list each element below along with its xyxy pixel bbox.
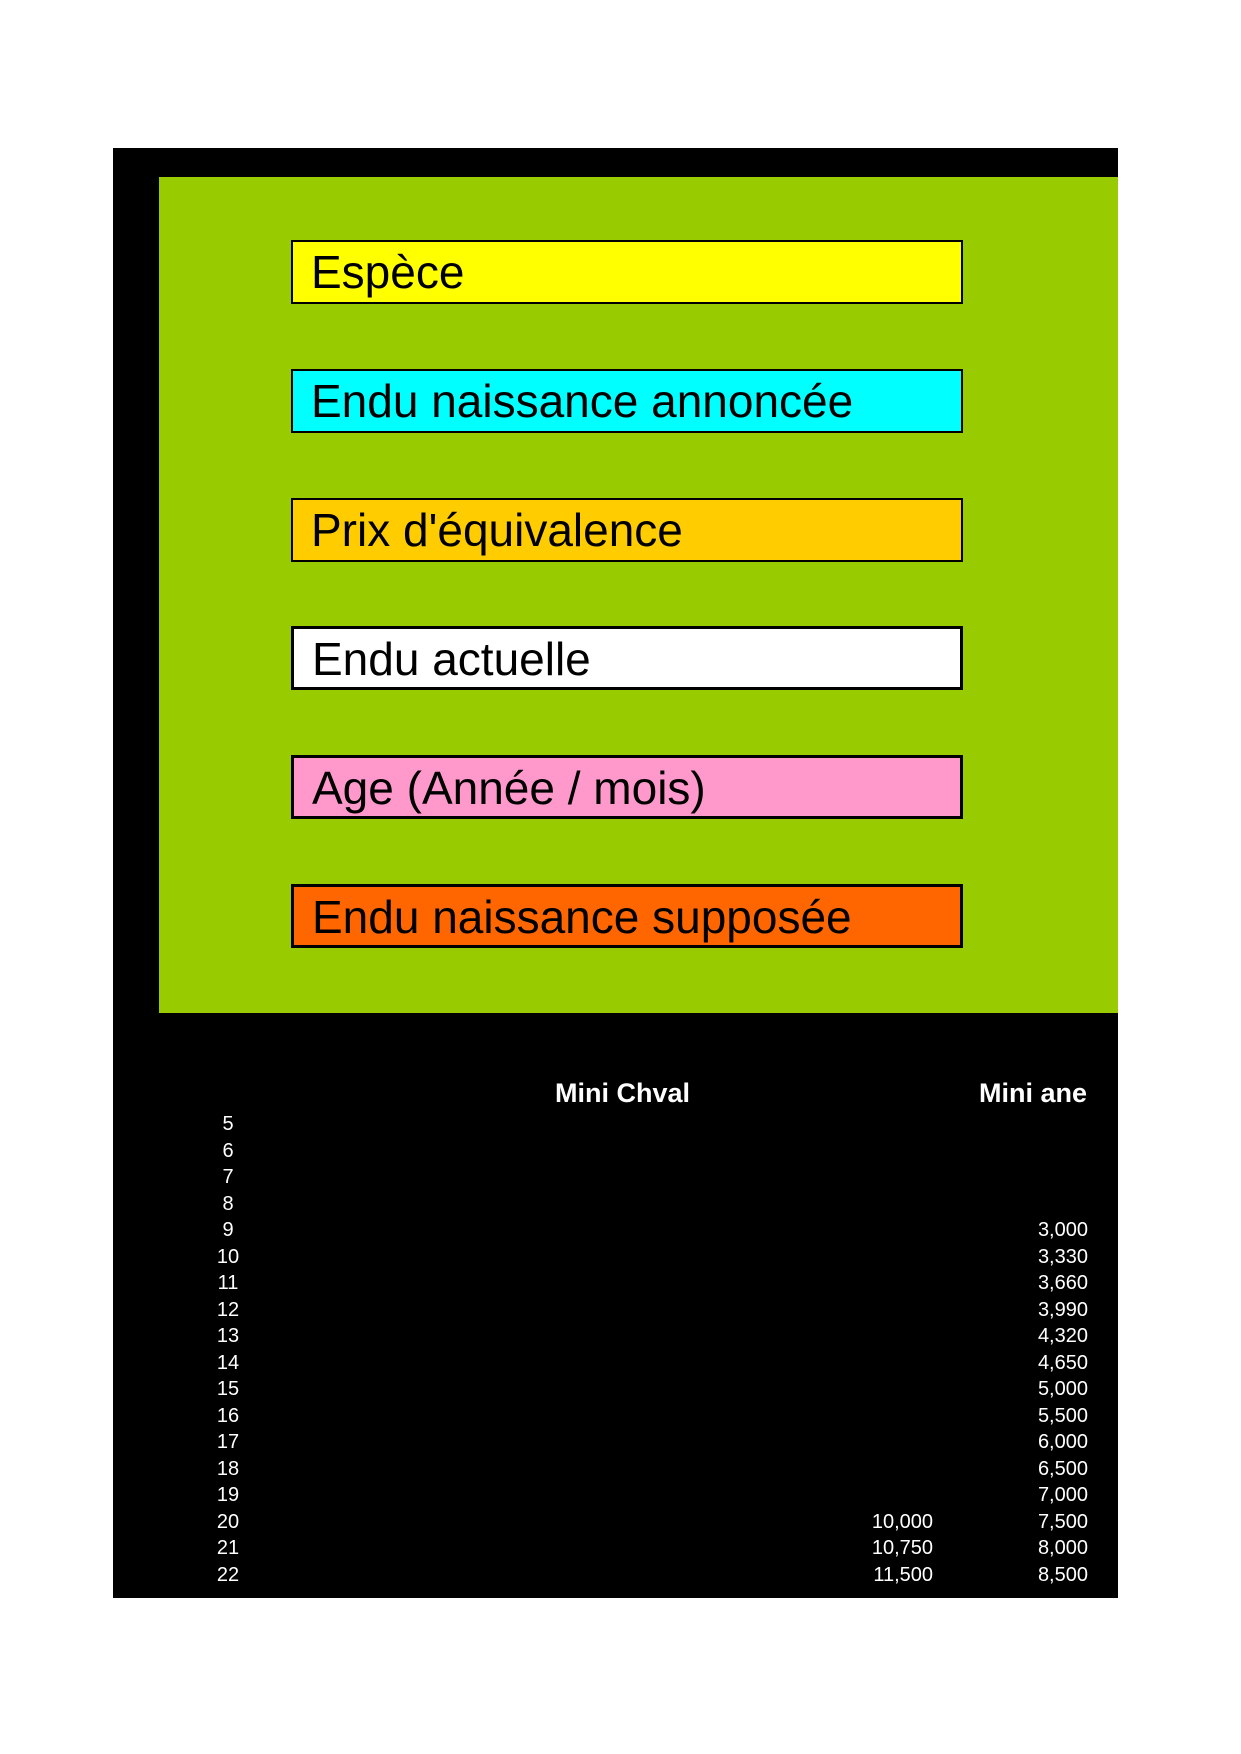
spreadsheet-sheet (113, 148, 1118, 1598)
table-row (113, 1323, 1118, 1349)
mini-ane-cell: 6,000 (1037, 1431, 1088, 1453)
age-cell: 7 (222, 1166, 234, 1188)
mini-chval-cell: 10,000 (871, 1510, 933, 1533)
mini-ane-cell: 3,660 (1037, 1272, 1088, 1294)
age-cell: 20 (216, 1510, 240, 1533)
table-row (113, 1403, 1118, 1429)
mini-ane-cell: 5,500 (1037, 1404, 1088, 1427)
age-cell: 15 (216, 1378, 240, 1400)
table-row (113, 1138, 1118, 1164)
age-cell: 9 (222, 1219, 234, 1241)
table-row (113, 1297, 1118, 1323)
age-cell: 13 (216, 1325, 240, 1347)
age-cell: 6 (222, 1139, 234, 1162)
column-header-mini-chval: Mini Chval (555, 1078, 691, 1108)
mini-ane-cell: 7,000 (1037, 1484, 1088, 1506)
mini-chval-cell: 10,750 (871, 1537, 933, 1559)
legend-espece[interactable]: Espèce (291, 240, 963, 304)
mini-ane-cell: 4,650 (1037, 1351, 1088, 1374)
age-cell: 16 (216, 1404, 240, 1427)
legend-endu-actuelle[interactable]: Endu actuelle (291, 626, 963, 690)
table-row (113, 1164, 1118, 1190)
age-cell: 10 (216, 1245, 240, 1268)
age-cell: 21 (216, 1537, 240, 1559)
mini-ane-cell: 8,000 (1037, 1537, 1088, 1559)
table-row (113, 1270, 1118, 1296)
table-row (113, 1456, 1118, 1482)
age-cell: 11 (217, 1272, 239, 1294)
age-cell: 22 (216, 1563, 240, 1586)
table-row (113, 1509, 1118, 1535)
table-row (113, 1191, 1118, 1217)
mini-ane-cell: 6,500 (1037, 1457, 1088, 1480)
table-row (113, 1429, 1118, 1455)
mini-ane-cell: 3,330 (1037, 1245, 1088, 1268)
age-cell: 17 (216, 1431, 240, 1453)
age-cell: 5 (222, 1113, 234, 1135)
legend-prix-equivalence[interactable]: Prix d'équivalence (291, 498, 963, 562)
table-row (113, 1376, 1118, 1402)
table-row (113, 1217, 1118, 1243)
mini-ane-cell: 4,320 (1037, 1325, 1088, 1347)
table-row (113, 1535, 1118, 1561)
mini-ane-cell: 8,500 (1037, 1563, 1088, 1586)
legend-endu-naissance-annoncee[interactable]: Endu naissance annoncée (291, 369, 963, 433)
mini-ane-cell: 5,000 (1037, 1378, 1088, 1400)
age-cell: 8 (222, 1192, 234, 1215)
legend-endu-naissance-supposee[interactable]: Endu naissance supposée (291, 884, 963, 948)
table-row (113, 1350, 1118, 1376)
table-row (113, 1244, 1118, 1270)
column-header-mini-ane: Mini ane (979, 1078, 1088, 1108)
mini-chval-cell: 11,500 (873, 1563, 933, 1586)
legend-age[interactable]: Age (Année / mois) (291, 755, 963, 819)
mini-ane-cell: 7,500 (1037, 1510, 1088, 1533)
legend-panel (159, 177, 1118, 1013)
table-row (113, 1482, 1118, 1508)
age-cell: 14 (216, 1351, 240, 1374)
age-cell: 18 (216, 1457, 240, 1480)
age-cell: 12 (216, 1298, 240, 1321)
age-cell: 19 (216, 1484, 240, 1506)
table-row (113, 1111, 1118, 1137)
table-row (113, 1562, 1118, 1588)
mini-ane-cell: 3,990 (1037, 1298, 1088, 1321)
mini-ane-cell: 3,000 (1037, 1219, 1088, 1241)
